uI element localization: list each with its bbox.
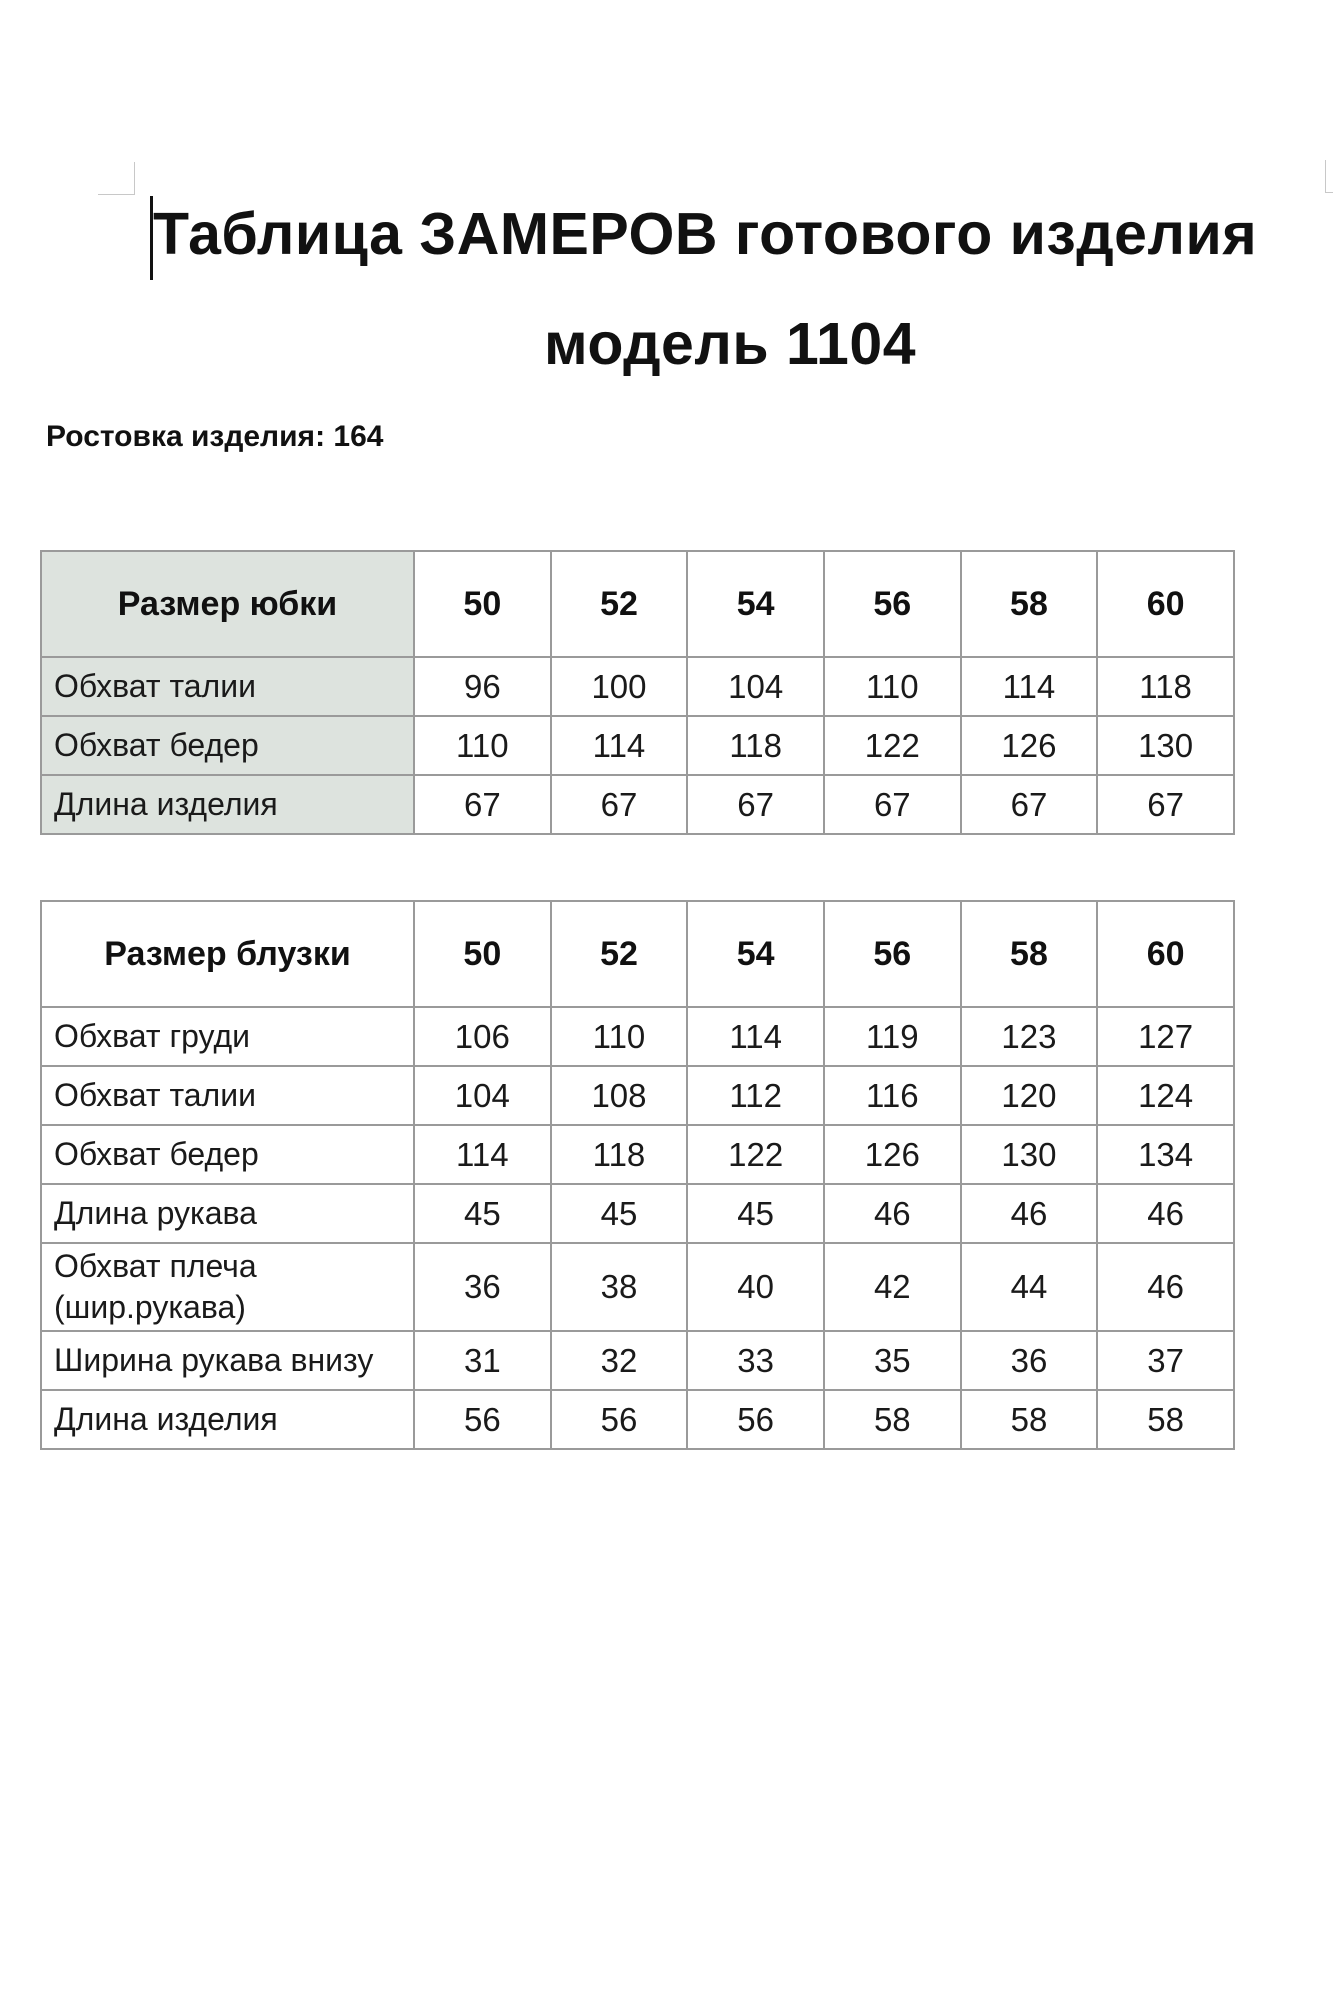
measurement-label: Обхват плеча (шир.рукава)	[41, 1243, 414, 1331]
measurement-label: Длина изделия	[41, 775, 414, 834]
measurement-value: 104	[687, 657, 824, 716]
measurement-value: 122	[687, 1125, 824, 1184]
measurement-value: 118	[551, 1125, 688, 1184]
header-size-cell: 58	[961, 551, 1098, 657]
measurement-value: 32	[551, 1331, 688, 1390]
measurement-value: 37	[1097, 1331, 1234, 1390]
measurement-value: 108	[551, 1066, 688, 1125]
measurement-label: Обхват бедер	[41, 1125, 414, 1184]
measurement-value: 112	[687, 1066, 824, 1125]
table-row	[41, 1390, 1234, 1449]
measurement-value: 33	[687, 1331, 824, 1390]
table-row	[41, 1007, 1234, 1066]
table-row	[41, 775, 1234, 834]
measurement-value: 114	[961, 657, 1098, 716]
measurement-value: 118	[1097, 657, 1234, 716]
measurement-value: 100	[551, 657, 688, 716]
table-row	[41, 1184, 1234, 1243]
table-row	[41, 1066, 1234, 1125]
measurement-value: 46	[961, 1184, 1098, 1243]
measurement-label: Обхват талии	[41, 1066, 414, 1125]
measurement-value: 130	[1097, 716, 1234, 775]
measurement-value: 36	[961, 1331, 1098, 1390]
header-size-cell: 50	[414, 551, 551, 657]
measurement-value: 46	[1097, 1243, 1234, 1331]
height-info: Ростовка изделия: 164	[46, 420, 384, 453]
measurement-value: 114	[551, 716, 688, 775]
measurement-value: 35	[824, 1331, 961, 1390]
measurement-value: 36	[414, 1243, 551, 1331]
measurement-value: 46	[1097, 1184, 1234, 1243]
header-size-label: Размер юбки	[41, 551, 414, 657]
measurement-value: 31	[414, 1331, 551, 1390]
margin-corner-mark-right	[1325, 160, 1333, 193]
measurement-value: 114	[414, 1125, 551, 1184]
table-row	[41, 1243, 1234, 1331]
measurement-value: 58	[1097, 1390, 1234, 1449]
measurement-value: 127	[1097, 1007, 1234, 1066]
table-row	[41, 657, 1234, 716]
measurement-value: 46	[824, 1184, 961, 1243]
measurement-value: 67	[414, 775, 551, 834]
table-row	[41, 1331, 1234, 1390]
measurement-value: 58	[824, 1390, 961, 1449]
measurement-value: 45	[687, 1184, 824, 1243]
measurement-value: 38	[551, 1243, 688, 1331]
header-size-cell: 52	[551, 551, 688, 657]
measurement-label: Длина изделия	[41, 1390, 414, 1449]
measurement-value: 42	[824, 1243, 961, 1331]
measurement-value: 130	[961, 1125, 1098, 1184]
measurement-value: 67	[961, 775, 1098, 834]
document-subtitle: модель 1104	[543, 311, 917, 377]
header-size-cell: 52	[551, 901, 688, 1007]
header-size-cell: 50	[414, 901, 551, 1007]
measurement-value: 67	[551, 775, 688, 834]
measurement-value: 67	[687, 775, 824, 834]
measurement-value: 114	[687, 1007, 824, 1066]
measurement-value: 45	[414, 1184, 551, 1243]
table-row	[41, 716, 1234, 775]
measurement-value: 134	[1097, 1125, 1234, 1184]
measurement-value: 110	[824, 657, 961, 716]
header-size-cell: 56	[824, 901, 961, 1007]
measurement-value: 44	[961, 1243, 1098, 1331]
measurement-value: 67	[824, 775, 961, 834]
measurement-value: 56	[687, 1390, 824, 1449]
measurement-value: 110	[414, 716, 551, 775]
header-size-label: Размер блузки	[41, 901, 414, 1007]
measurement-value: 110	[551, 1007, 688, 1066]
measurement-value: 123	[961, 1007, 1098, 1066]
header-size-cell: 58	[961, 901, 1098, 1007]
table-header-row	[41, 551, 1234, 657]
measurement-value: 118	[687, 716, 824, 775]
header-size-cell: 54	[687, 901, 824, 1007]
margin-corner-mark-left	[98, 162, 135, 195]
measurement-value: 106	[414, 1007, 551, 1066]
measurement-value: 119	[824, 1007, 961, 1066]
measurement-label: Ширина рукава внизу	[41, 1331, 414, 1390]
measurement-value: 96	[414, 657, 551, 716]
header-size-cell: 60	[1097, 551, 1234, 657]
measurement-value: 124	[1097, 1066, 1234, 1125]
measurement-value: 58	[961, 1390, 1098, 1449]
measurement-label: Длина рукава	[41, 1184, 414, 1243]
measurement-label: Обхват груди	[41, 1007, 414, 1066]
measurement-value: 67	[1097, 775, 1234, 834]
measurement-value: 56	[551, 1390, 688, 1449]
header-size-cell: 60	[1097, 901, 1234, 1007]
measurement-label: Обхват бедер	[41, 716, 414, 775]
measurement-value: 120	[961, 1066, 1098, 1125]
table-header-row	[41, 901, 1234, 1007]
measurement-label: Обхват талии	[41, 657, 414, 716]
measurement-value: 126	[824, 1125, 961, 1184]
measurement-value: 104	[414, 1066, 551, 1125]
measurement-value: 40	[687, 1243, 824, 1331]
measurement-value: 116	[824, 1066, 961, 1125]
document-title: Таблица ЗАМЕРОВ готового изделия	[153, 201, 1258, 267]
measurement-value: 122	[824, 716, 961, 775]
table-row	[41, 1125, 1234, 1184]
measurement-value: 56	[414, 1390, 551, 1449]
measurement-value: 45	[551, 1184, 688, 1243]
header-size-cell: 54	[687, 551, 824, 657]
skirt-size-table	[40, 550, 1235, 835]
header-size-cell: 56	[824, 551, 961, 657]
blouse-size-table	[40, 900, 1235, 1450]
measurement-value: 126	[961, 716, 1098, 775]
